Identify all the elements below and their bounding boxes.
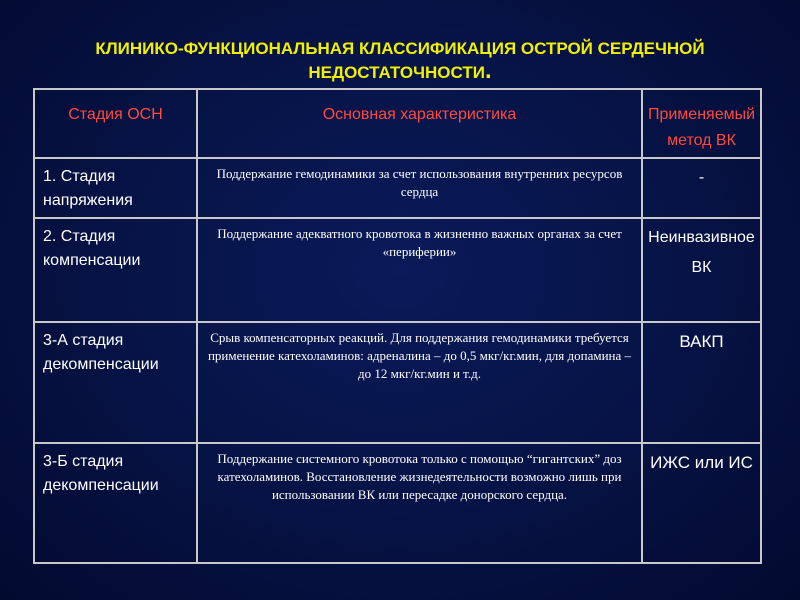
table-row: [34, 322, 761, 443]
description-cell: Срыв компенсаторных реакций. Для поддержания гемодинамики требуется применение катехоламинов: адреналина – до 0,5 мкг/кг.мин, для допамина – до 12 мкг/кг.мин и т.д.: [197, 322, 642, 443]
description-cell: Поддержание гемодинамики за счет использования внутренних ресурсов сердца: [197, 158, 642, 218]
description-cell: Поддержание системного кровотока только с помощью “гигантских” доз катехоламинов. Восстановление жизнедеятельности возможно лишь при использовании ВК или пересадке донорского сердца.: [197, 443, 642, 563]
stage-cell: 3-Б стадия декомпенсации: [34, 443, 197, 563]
title-line-2-text: НЕДОСТАТОЧНОСТИ: [308, 63, 485, 82]
method-cell: -: [642, 158, 761, 218]
classification-table: [33, 88, 762, 564]
stage-cell: 3-А стадия декомпенсации: [34, 322, 197, 443]
description-cell: Поддержание адекватного кровотока в жизненно важных органах за счет «периферии»: [197, 218, 642, 322]
stage-cell: 1. Стадия напряжения: [34, 158, 197, 218]
table-row: [34, 443, 761, 563]
header-stage: Стадия ОСН: [34, 89, 197, 158]
title-line-1: КЛИНИКО-ФУНКЦИОНАЛЬНАЯ КЛАССИФИКАЦИЯ ОСТРОЙ СЕРДЕЧНОЙ: [95, 39, 705, 58]
stage-cell: 2. Стадия компенсации: [34, 218, 197, 322]
table-header-row: [34, 89, 761, 158]
table-row: [34, 158, 761, 218]
method-cell: ВАКП: [642, 322, 761, 443]
title-line-2: [20, 57, 780, 84]
method-cell: ИЖС или ИС: [642, 443, 761, 563]
method-cell: Неинвазивное ВК: [642, 218, 761, 322]
header-method: Применяемый метод ВК: [642, 89, 761, 158]
title-dot: .: [484, 57, 492, 84]
table-row: [34, 218, 761, 322]
header-characteristic: Основная характеристика: [197, 89, 642, 158]
page-title: [20, 38, 780, 84]
